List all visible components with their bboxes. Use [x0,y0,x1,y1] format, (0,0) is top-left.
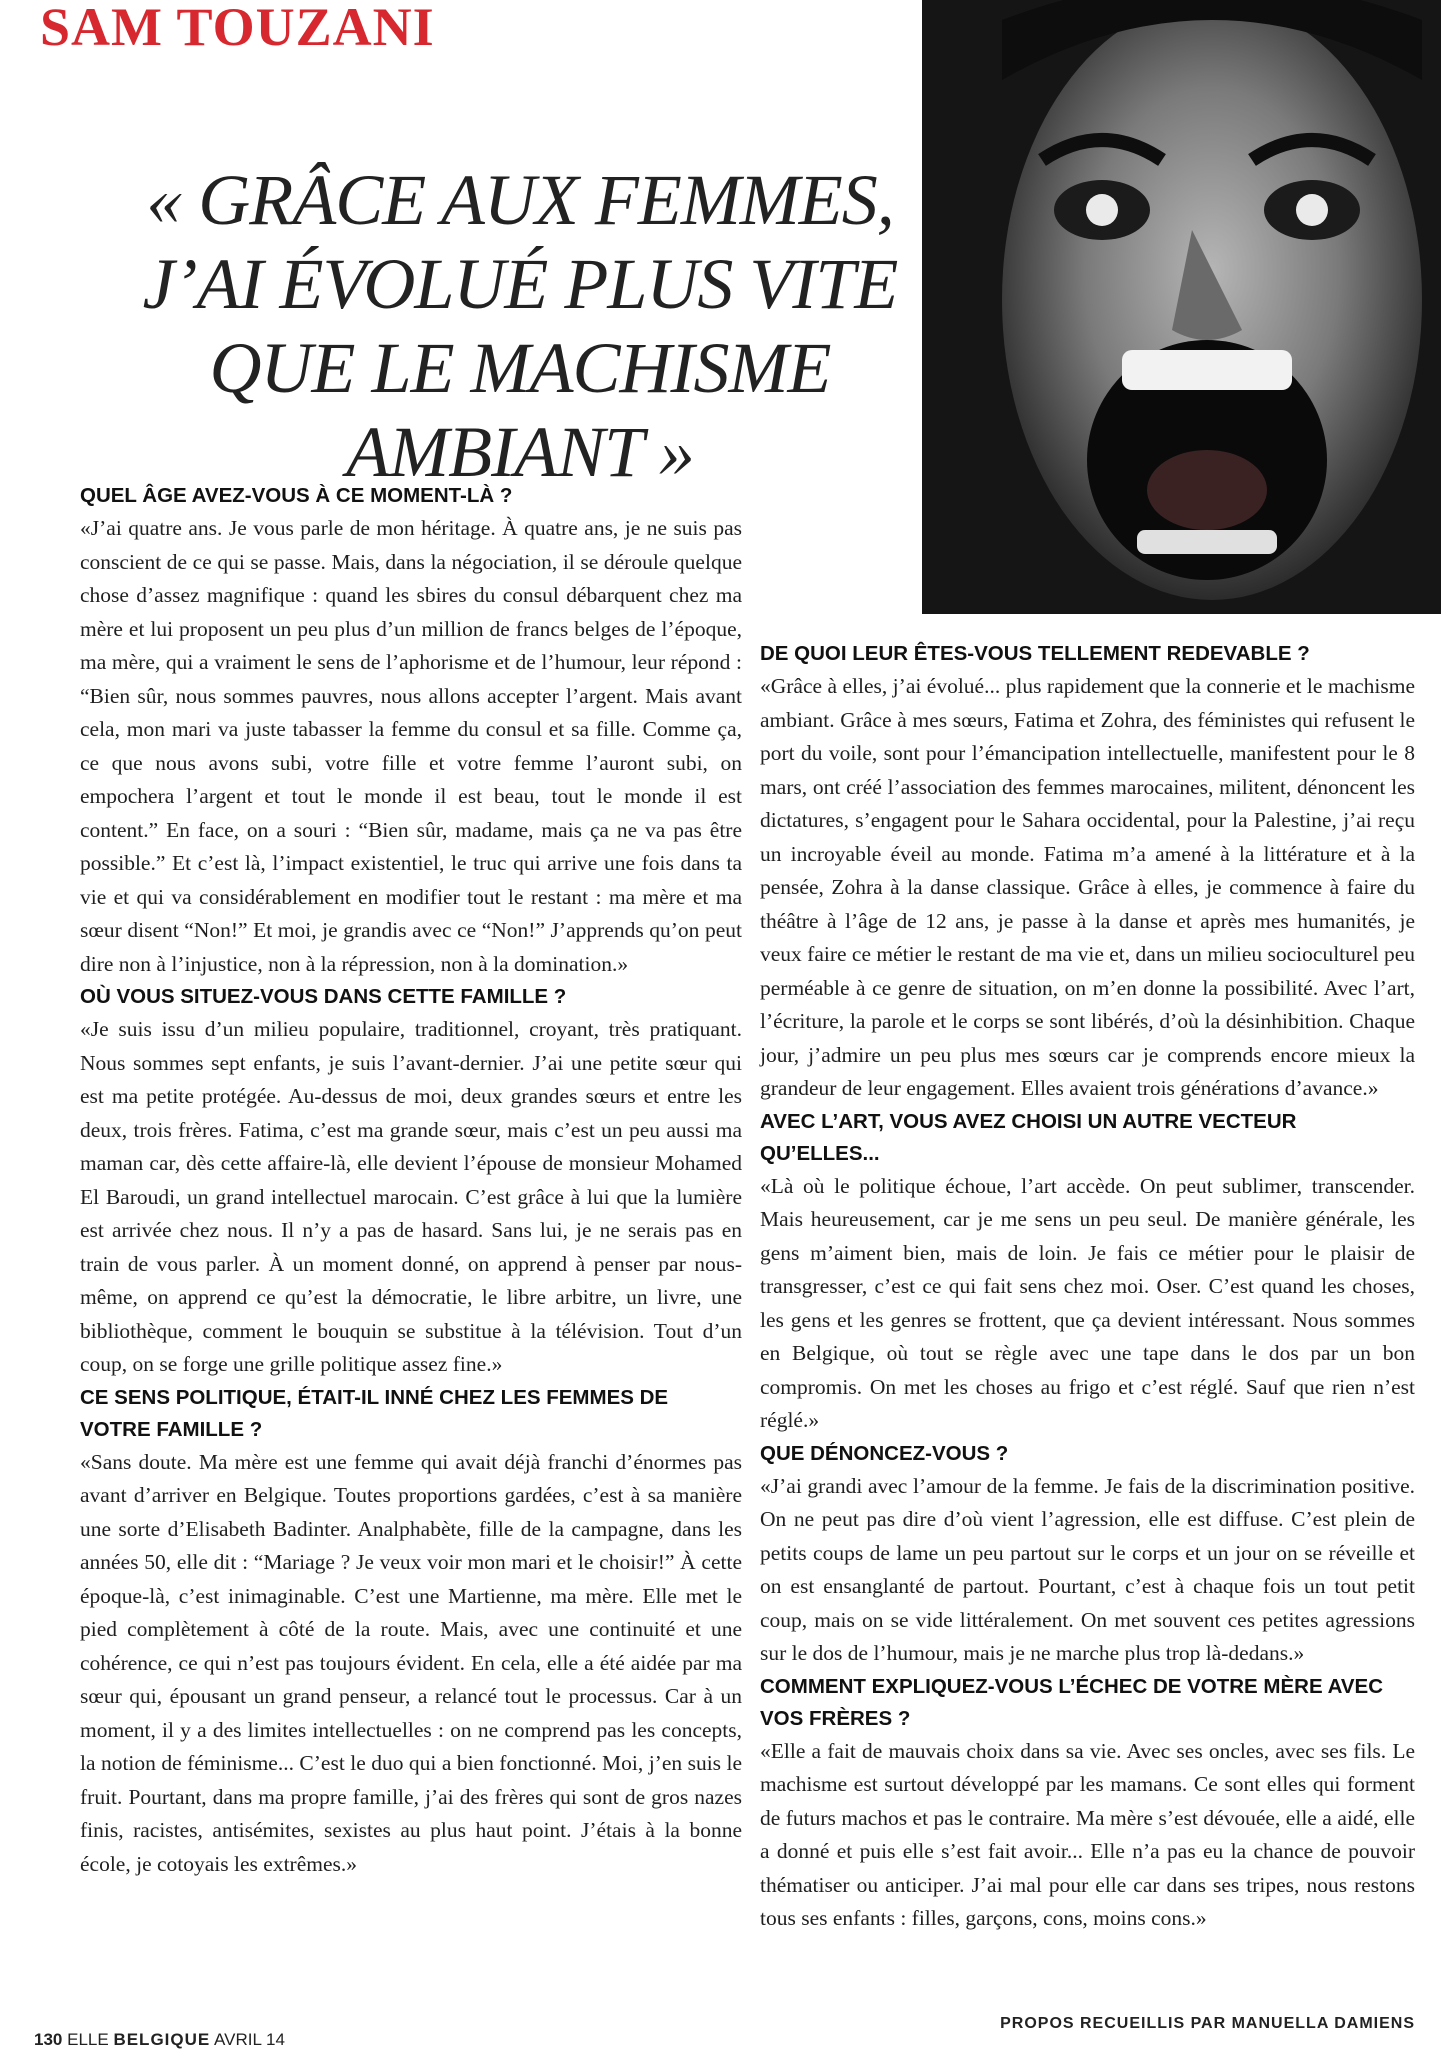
question-2: OÙ VOUS SITUEZ-VOUS DANS CETTE FAMILLE ? [80,985,567,1008]
question-5: AVEC L’ART, VOUS AVEZ CHOISI UN AUTRE VECTEUR QU’ELLES... [760,1109,1297,1165]
answer-4: «Grâce à elles, j’ai évolué... plus rapidement que la connerie et le machisme ambiant. Grâce à mes sœurs, Fatima et Zohra, des féministes qui refusent le port du voile, sont pour l’émancipation intellectuelle, manifestent pour le 8 mars, ont créé l’association des femmes marocaines, militent, dénoncent les dictatures, s’engagent pour le Sahara occidental, pour la Palestine, j’ai reçu un incroyable éveil au monde. Fatima m’a amené à la littérature et à la pensée, Zohra à la danse classique. Grâce à elles, je commence à faire du théâtre à l’âge de 12 ans, je passe à la danse et après mes humanités, je veux faire ce métier le restant de ma vie et, dans un milieu socioculturel peu perméable à ce genre de situation, on m’en donne la possibilité. Avec l’art, l’écriture, la parole et le corps se sont libérés, d’où la désinhibition. Chaque jour, j’admire un peu plus mes sœurs car je comprends encore mieux la grandeur de leur engagement. Elles avaient trois générations d’avance.» [760,674,1415,1100]
headline: « GRÂCE AUX FEMMES, J’AI ÉVOLUÉ PLUS VITE QUE LE MACHISME AMBIANT » [142,160,898,492]
page-footer [34,2030,285,2050]
issue-date: AVRIL 14 [214,2030,285,2049]
left-column [80,480,742,1881]
question-3: CE SENS POLITIQUE, ÉTAIT-IL INNÉ CHEZ LES FEMMES DE VOTRE FAMILLE ? [80,1385,669,1441]
question-1: QUEL ÂGE AVEZ-VOUS À CE MOMENT-LÀ ? [80,484,513,507]
portrait-photo [922,0,1441,614]
page-number: 130 [34,2030,63,2049]
answer-5: «Là où le politique échoue, l’art accède. On peut sublimer, transcender. Mais heureusement, car je me sens un peu seul. De manière générale, les gens m’aiment bien, mais de loin. Je fais ce métier pour le plaisir de transgresser, c’est ce qui fait sens chez moi. Oser. C’est quand les choses, les gens et les genres se frottent, que ça devient intéressant. Nous sommes en Belgique, où tout se règle avec une tape dans le dos par un bon compromis. On met les choses au frigo et c’est réglé. Sauf que rien n’est réglé.» [760,1173,1415,1432]
right-column [760,638,1415,1936]
answer-7: «Elle a fait de mauvais choix dans sa vie. Avec ses oncles, avec ses fils. Le machisme est surtout développé par les mamans. Ce sont elles qui forment de futurs machos et pas le contraire. Ma mère s’est dévouée, elle a aidé, elle a donné et puis elle s’est fait avoir... Elle n’a pas eu la chance de pouvoir thématiser ou anticiper. J’ai mal pour elle car dans ses tripes, nous restons tous ses enfants : filles, garçons, cons, moins cons.» [760,1738,1415,1930]
answer-6: «J’ai grandi avec l’amour de la femme. Je fais de la discrimination positive. On ne peut pas dire d’où vient l’agression, elle est diffuse. C’est plein de petits coups de lame un peu partout sur le corps et un jour on se réveille et on est ensanglanté de partout. Pourtant, c’est à chaque fois un tout petit coup, mais on se vide littéralement. On met souvent ces petites agressions sur le dos de l’humour, mais je ne marche plus trop là-dedans.» [760,1473,1415,1665]
magazine-name: ELLE [67,2030,109,2049]
page-title: SAM TOUZANI [40,0,435,57]
author-credit: PROPOS RECUEILLIS PAR MANUELLA DAMIENS [1000,2015,1415,2032]
answer-1: «J’ai quatre ans. Je vous parle de mon héritage. À quatre ans, je ne suis pas conscient de ce qui se passe. Mais, dans la négociation, il se déroule quelque chose d’assez magnifique : quand les sbires du consul débarquent chez ma mère et lui proposent un peu plus d’un million de francs belges de l’époque, ma mère, qui a vraiment le sens de l’aphorisme et de l’humour, leur répond : “Bien sûr, nous sommes pauvres, nous allons accepter l’argent. Mais avant cela, mon mari va juste tabasser la femme du consul et sa fille. Comme ça, ce que nous avons subi, votre fille et votre femme l’auront subi, on empochera l’argent et tout le monde il est beau, tout le monde il est content.” En face, on a souri : “Bien sûr, madame, mais ça ne va pas être possible.” Et c’est là, l’impact existentiel, le truc qui arrive une fois dans ta vie et qui va considérablement en modifier tout le restant : ma mère et ma sœur disent “Non!” Et moi, je grandis avec ce “Non!” J’apprends qu’on peut dire non à l’injustice, non à la répression, non à la domination.» [80,516,742,976]
question-7: COMMENT EXPLIQUEZ-VOUS L’ÉCHEC DE VOTRE MÈRE AVEC VOS FRÈRES ? [760,1674,1384,1730]
magazine-edition: BELGIQUE [113,2030,211,2049]
answer-2: «Je suis issu d’un milieu populaire, traditionnel, croyant, très pratiquant. Nous sommes sept enfants, je suis l’avant-dernier. J’ai une petite sœur qui est ma petite protégée. Au-dessus de moi, deux grandes sœurs et entre les deux, trois frères. Fatima, c’est ma grande sœur, mais c’est un peu aussi ma maman car, dès cette affaire-là, elle devient l’épouse de monsieur Mohamed El Baroudi, un grand intellectuel marocain. C’est grâce à lui que la lumière est arrivée chez nous. Il n’y a pas de hasard. Sans lui, je ne serais pas en train de vous parler. À un moment donné, on apprend à penser par nous-même, on apprend ce qu’est la démocratie, le libre arbitre, un livre, une bibliothèque, comment le bouquin se substitue à la télévision. Tout d’un coup, on se forge une grille politique assez fine.» [80,1017,742,1376]
answer-3: «Sans doute. Ma mère est une femme qui avait déjà franchi d’énormes pas avant d’arriver en Belgique. Toutes proportions gardées, c’est à sa manière une sorte d’Elisabeth Badinter. Analphabète, fille de la campagne, dans les années 50, elle dit : “Mariage ? Je veux voir mon mari et le choisir!” À cette époque-là, c’est inimaginable. C’est une Martienne, ma mère. Elle met le pied complètement à côté de la route. Mais, avec une continuité et une cohérence, ce qui n’est pas toujours évident. En cela, elle a été aidée par ma sœur qui, épousant un grand penseur, a relancé tout le processus. Car à un moment, il y a des limites intellectuelles : on ne comprend pas les concepts, la notion de féminisme... C’est le duo qui a bien fonctionné. Moi, j’en suis le fruit. Pourtant, dans ma propre famille, j’ai des frères qui sont de gros nazes finis, racistes, antisémites, sexistes au plus haut point. J’étais à la bonne école, je cotoyais les extrêmes.» [80,1449,742,1876]
question-4: DE QUOI LEUR ÊTES-VOUS TELLEMENT REDEVABLE ? [760,642,1310,665]
portrait-illustration [922,0,1441,614]
question-6: QUE DÉNONCEZ-VOUS ? [760,1441,1009,1465]
